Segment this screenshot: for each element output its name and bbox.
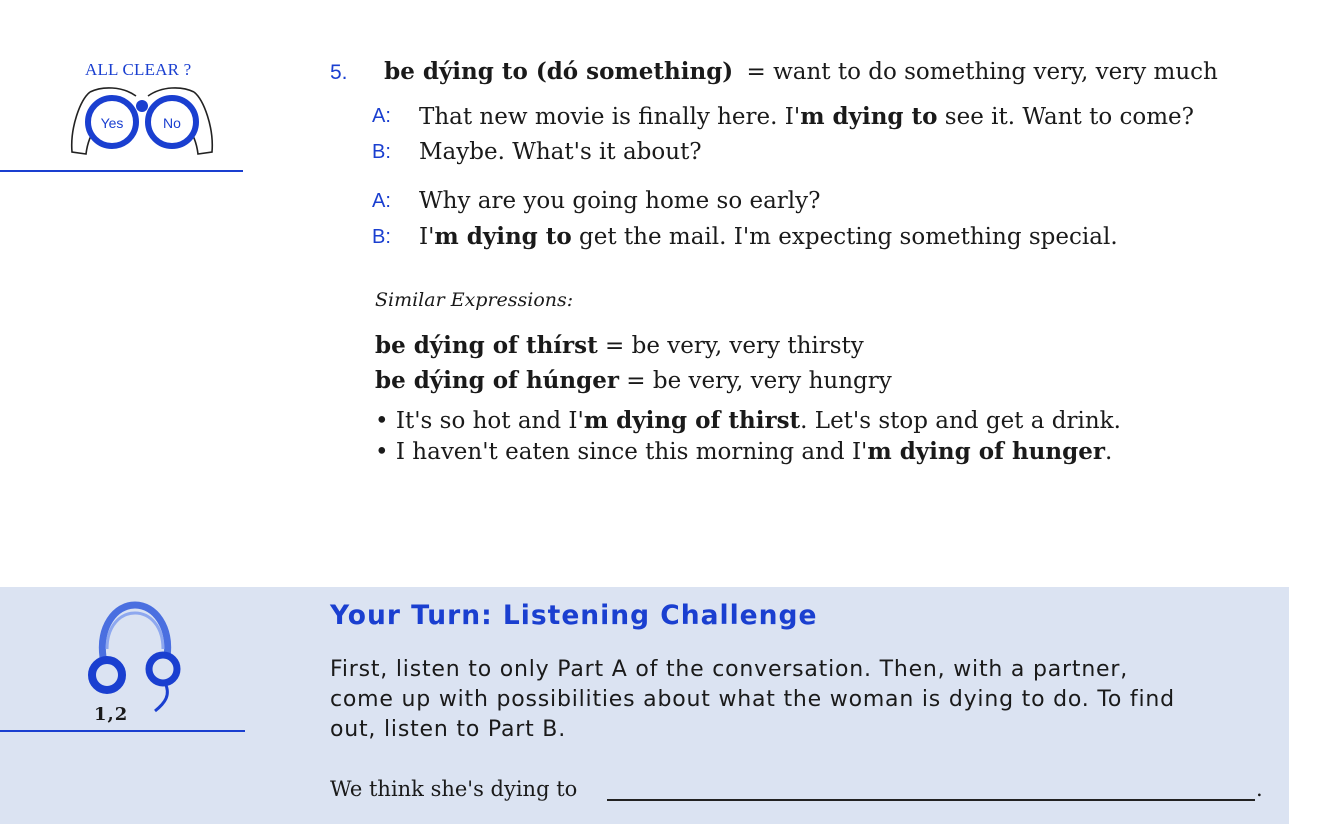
speaker-b-label: B: [372, 226, 391, 248]
your-turn-title: Your Turn: Listening Challenge [330, 600, 818, 631]
similar-expression: be dýing of thírst = be very, very thirsty [375, 332, 864, 359]
all-clear-widget [0, 52, 245, 174]
answer-prompt: We think she's dying to [330, 777, 578, 801]
dialogue-line: That new movie is finally here. I'm dying to see it. Want to come? [419, 103, 1194, 130]
dialogue-line: I'm dying to get the mail. I'm expecting something special. [419, 223, 1118, 250]
no-label: No [163, 115, 181, 131]
entry-definition: = want to do something very, very much [746, 59, 1218, 85]
entry-number: 5. [330, 61, 348, 84]
answer-period: . [1256, 777, 1263, 801]
instruction-line: First, listen to only Part A of the conversation. Then, with a partner, [330, 657, 1129, 682]
yes-label: Yes [100, 115, 124, 131]
similar-heading: Similar Expressions: [375, 289, 574, 311]
speaker-a-label: A: [372, 105, 391, 127]
speaker-a-label: A: [372, 190, 391, 212]
answer-blank[interactable] [607, 799, 1255, 801]
example-sentence: • It's so hot and I'm dying of thirst. Let's stop and get a drink. [375, 407, 1121, 434]
instruction-line: come up with possibilities about what the woman is dying to do. To find [330, 687, 1175, 712]
section-divider [0, 730, 245, 732]
section-divider [0, 170, 243, 172]
your-turn-panel [0, 587, 1289, 824]
dialogue-line: Why are you going home so early? [419, 188, 821, 214]
all-clear-title: ALL CLEAR ? [85, 60, 192, 79]
binoculars-icon [62, 78, 222, 168]
instruction-line: out, listen to Part B. [330, 717, 566, 742]
headphones-icon [85, 599, 185, 714]
example-sentence: • I haven't eaten since this morning and I'm dying of hunger. [375, 438, 1113, 465]
speaker-b-label: B: [372, 141, 391, 163]
dialogue-line: Maybe. What's it about? [419, 139, 702, 165]
entry-heading [330, 57, 1218, 88]
entry-headword: be dýing to (dó something) [384, 58, 734, 85]
similar-expression: be dýing of húnger = be very, very hungry [375, 367, 892, 394]
audio-track-numbers: 1,2 [94, 704, 129, 725]
